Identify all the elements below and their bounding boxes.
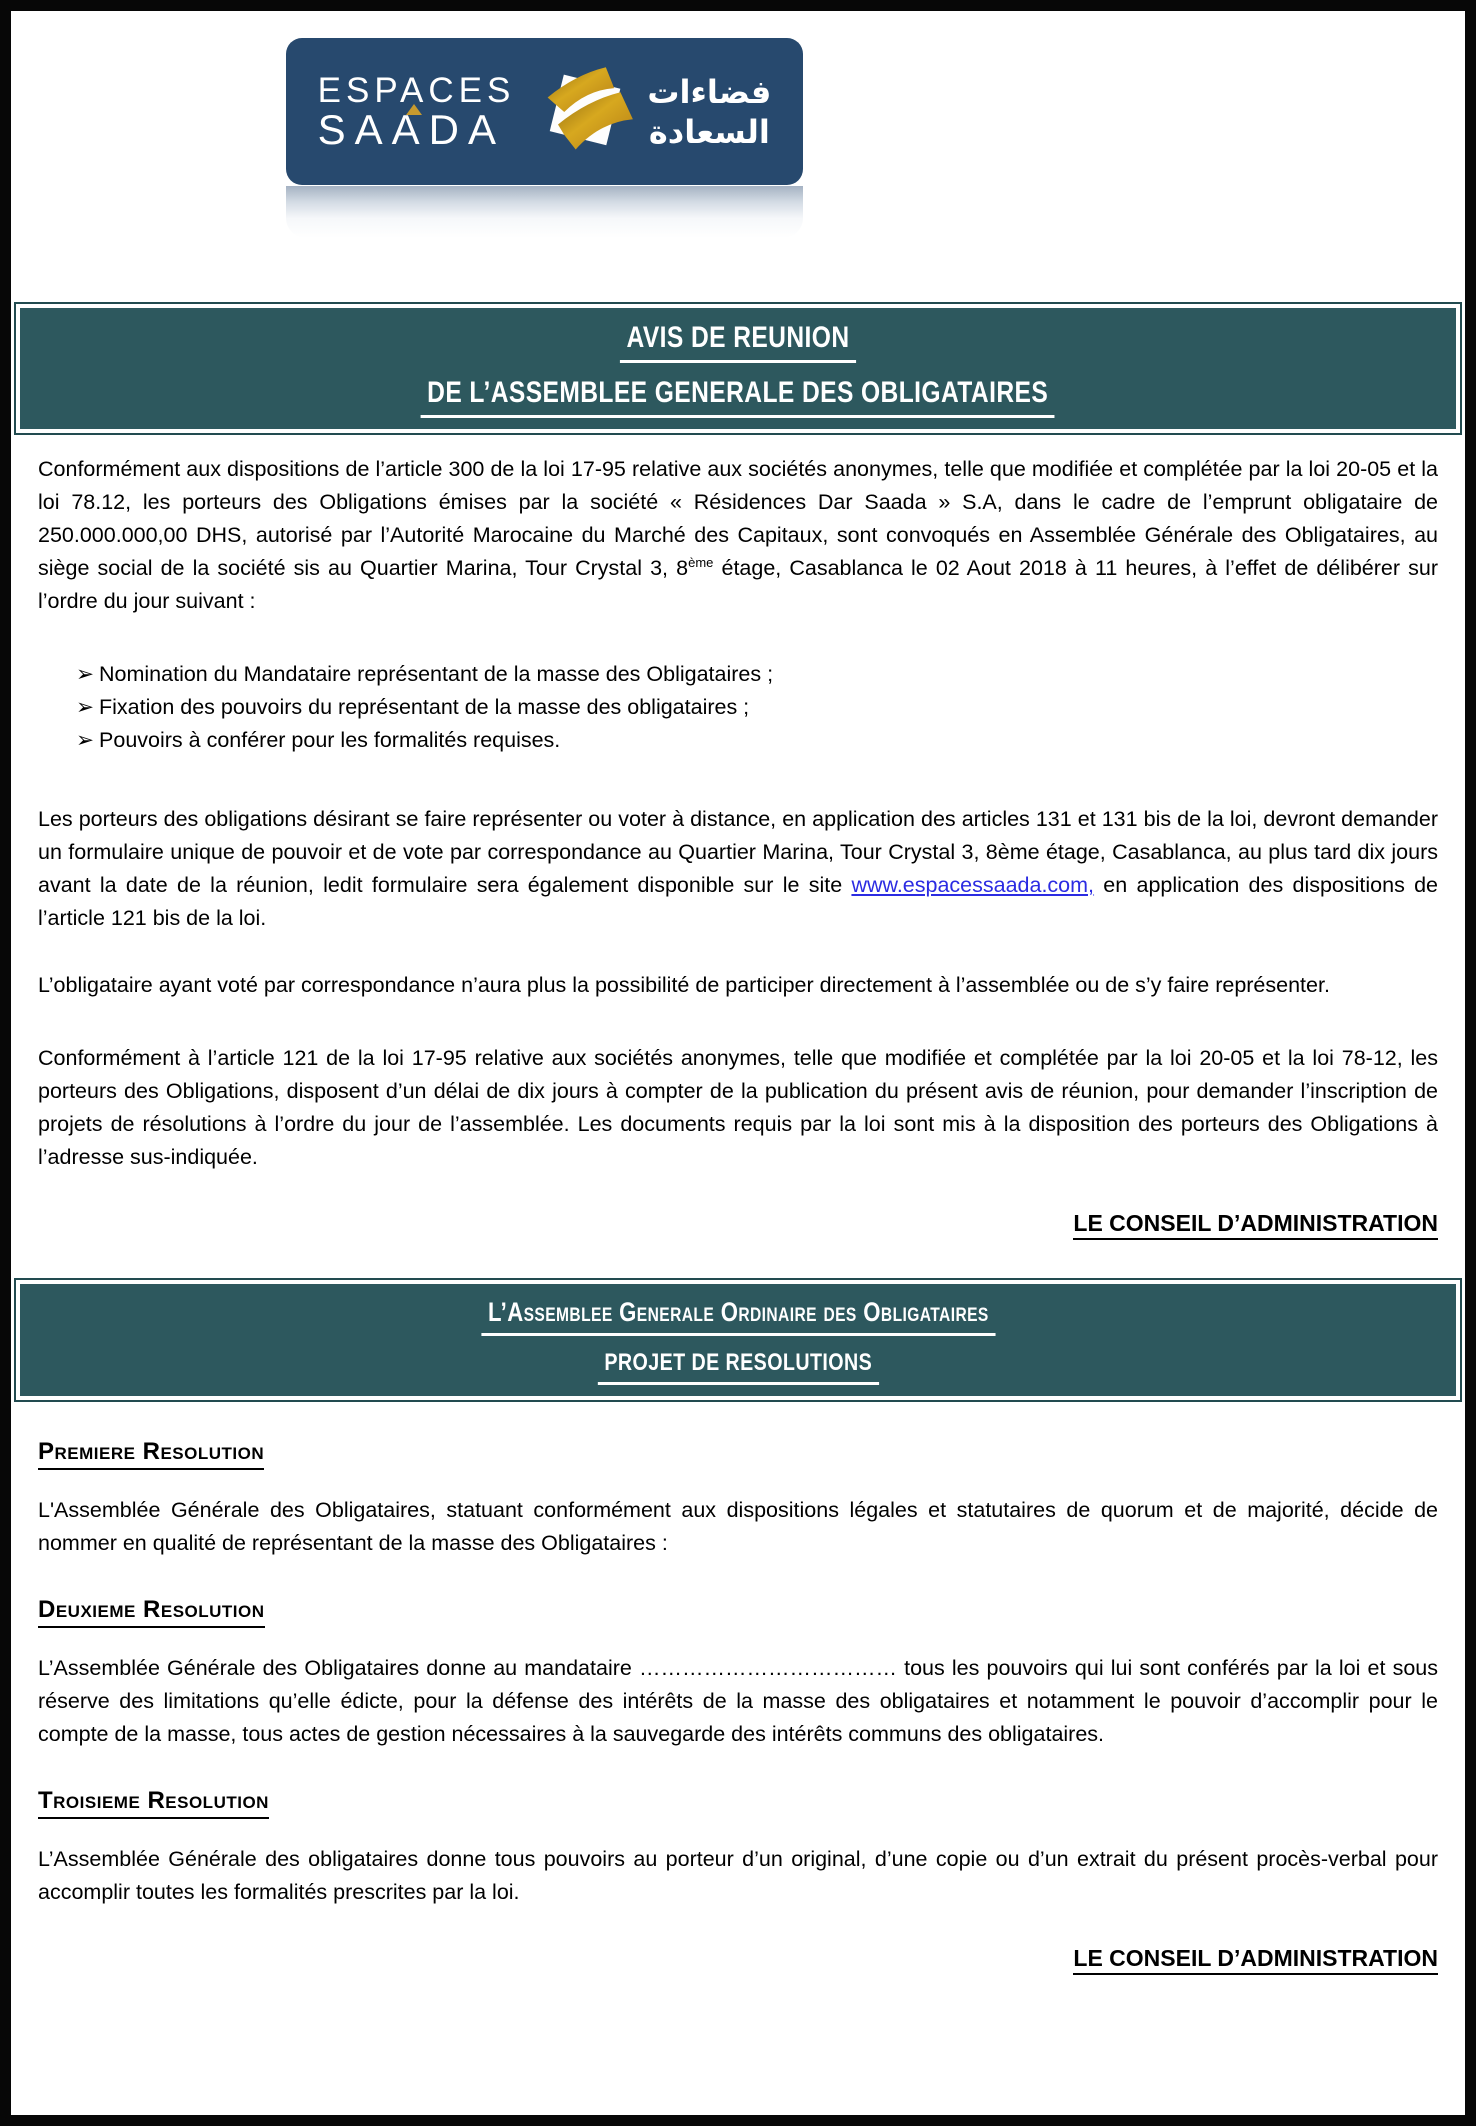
arrow-bullet-icon: ➢ bbox=[76, 728, 95, 753]
resolution-3-body: L’Assemblée Générale des obligataires donne tous pouvoirs au porteur d’un original, d’une copie ou d’un extrait du présent procès-verbal pour accomplir toutes les formalités prescrites par la loi. bbox=[38, 1847, 1438, 1904]
resolutions-banner bbox=[14, 1278, 1462, 1402]
proxy-text-after: en application des dispositions de l’article 121 bis de la loi. bbox=[38, 873, 1439, 930]
logo-arabic-text bbox=[647, 72, 771, 152]
logo bbox=[286, 38, 803, 238]
proxy-paragraph bbox=[38, 803, 1438, 935]
logo-swoosh-icon bbox=[525, 60, 643, 164]
vote-note-paragraph: L’obligataire ayant voté par correspondance n’aura plus la possibilité de participer directement à l’assemblée ou de s’y faire représenter. bbox=[38, 973, 1330, 997]
notice-banner-title: AVIS DE REUNION bbox=[620, 321, 856, 363]
logo-box bbox=[286, 38, 803, 185]
board-signature-bottom-text: LE CONSEIL D’ADMINISTRATION bbox=[1073, 1945, 1438, 1975]
espacessaada-link[interactable]: www.espacessaada.com, bbox=[851, 873, 1095, 897]
intro-text-after: étage, Casablanca le 02 Aout 2018 à 11 heures, à l’effet de délibérer sur l’ordre du jour suivant : bbox=[38, 556, 1438, 613]
agenda-item bbox=[76, 724, 1438, 757]
article-121-paragraph: Conformément à l’article 121 de la loi 17-95 relative aux sociétés anonymes, telle que modifiée et complétée par la loi 20-05 et la loi 78-12, les porteurs des Obligations, disposent d’un délai de dix jours à compter de la publication du présent avis de réunion, pour demander l’inscription de projets de résolutions à l’ordre du jour de l’assemblée. Les documents requis par la loi sont mis à la disposition des porteurs des Obligations à l’adresse sus-indiquée. bbox=[38, 1046, 1438, 1169]
agenda-item-text: Nomination du Mandataire représentant de la masse des Obligataires ; bbox=[99, 662, 774, 686]
board-signature-top-text: LE CONSEIL D’ADMINISTRATION bbox=[1073, 1210, 1438, 1240]
resolution-3-title-text: Troisieme Resolution bbox=[38, 1787, 269, 1819]
notice-banner-subtitle: DE L’ASSEMBLEE GENERALE DES OBLIGATAIRES bbox=[421, 376, 1055, 418]
intro-text-before: Conformément aux dispositions de l’article 300 de la loi 17-95 relative aux sociétés anonymes, telle que modifiée et complétée par la loi 20-05 et la loi 78.12, les porteurs des Obligations émises par la société « Résidences Dar Saada » S.A, dans le cadre de l’emprunt obligataire de 250.000.000,00 DHS, autorisé par l’Autorité Marocaine du Marché des Capitaux, sont convoqués en Assemblée Générale des Obligataires, au siège social de la société sis au Quartier Marina, Tour Crystal 3, 8 bbox=[38, 457, 1438, 580]
intro-paragraph bbox=[38, 453, 1438, 618]
notice-content bbox=[11, 453, 1465, 1240]
resolutions-banner-inner bbox=[20, 1284, 1456, 1396]
intro-superscript: ème bbox=[688, 554, 714, 570]
resolution-1-body: L'Assemblée Générale des Obligataires, statuant conformément aux dispositions légales et statutaires de quorum et de majorité, décide de nommer en qualité de représentant de la masse des Obligataires : bbox=[38, 1498, 1438, 1555]
resolution-3-title bbox=[38, 1787, 1438, 1819]
proxy-text-before: Les porteurs des obligations désirant se faire représenter ou voter à distance, en application des articles 131 et 131 bis de la loi, devront demander un formulaire unique de pouvoir et de vote par correspondance au Quartier Marina, Tour Crystal 3, 8ème étage, Casablanca, au plus tard dix jours avant la date de la réunion, ledit formulaire sera également disponible sur le site bbox=[38, 807, 1438, 897]
resolutions-banner-subtitle: PROJET DE RESOLUTIONS bbox=[598, 1349, 879, 1385]
agenda-item-text: Fixation des pouvoirs du représentant de la masse des obligataires ; bbox=[99, 695, 750, 719]
agenda-item-text: Pouvoirs à conférer pour les formalités requises. bbox=[99, 728, 561, 752]
logo-brand-line2: SAADA bbox=[317, 105, 506, 153]
gold-accent-icon bbox=[406, 104, 422, 115]
resolutions-content bbox=[11, 1438, 1465, 1975]
agenda-list bbox=[38, 658, 1438, 757]
logo-arabic-line1: فضاءات bbox=[647, 72, 772, 111]
agenda-item bbox=[76, 658, 1438, 691]
logo-reflection bbox=[286, 186, 803, 238]
agenda-item bbox=[76, 691, 1438, 724]
logo-arabic-line2: السعادة bbox=[648, 112, 770, 151]
resolution-2-title bbox=[38, 1596, 1438, 1628]
notice-banner-inner bbox=[20, 308, 1456, 429]
resolution-1-title bbox=[38, 1438, 1438, 1470]
logo-brand-line1: ESPACES bbox=[317, 71, 516, 111]
board-signature-bottom bbox=[38, 1945, 1438, 1975]
resolution-2-body: L’Assemblée Générale des Obligataires donne au mandataire ……………………………… tous les pouvoirs qui lui sont conférés par la loi et sous réserve des limitations qu’elle édicte, pour la défense des intérêts de la masse des obligataires et notamment le pouvoir d’accomplir pour le compte de la masse, tous actes de gestion nécessaires à la sauvegarde des intérêts communs des obligataires. bbox=[38, 1656, 1438, 1746]
arrow-bullet-icon: ➢ bbox=[76, 695, 95, 720]
notice-banner bbox=[14, 302, 1462, 435]
resolution-1-title-text: Premiere Resolution bbox=[38, 1438, 264, 1470]
arrow-bullet-icon: ➢ bbox=[76, 662, 95, 687]
resolutions-banner-title: L’Assemblee Generale Ordinaire des Obligataires bbox=[481, 1297, 995, 1336]
board-signature-top bbox=[38, 1210, 1438, 1240]
logo-brand-text bbox=[317, 71, 516, 153]
resolution-2-title-text: Deuxieme Resolution bbox=[38, 1596, 265, 1628]
